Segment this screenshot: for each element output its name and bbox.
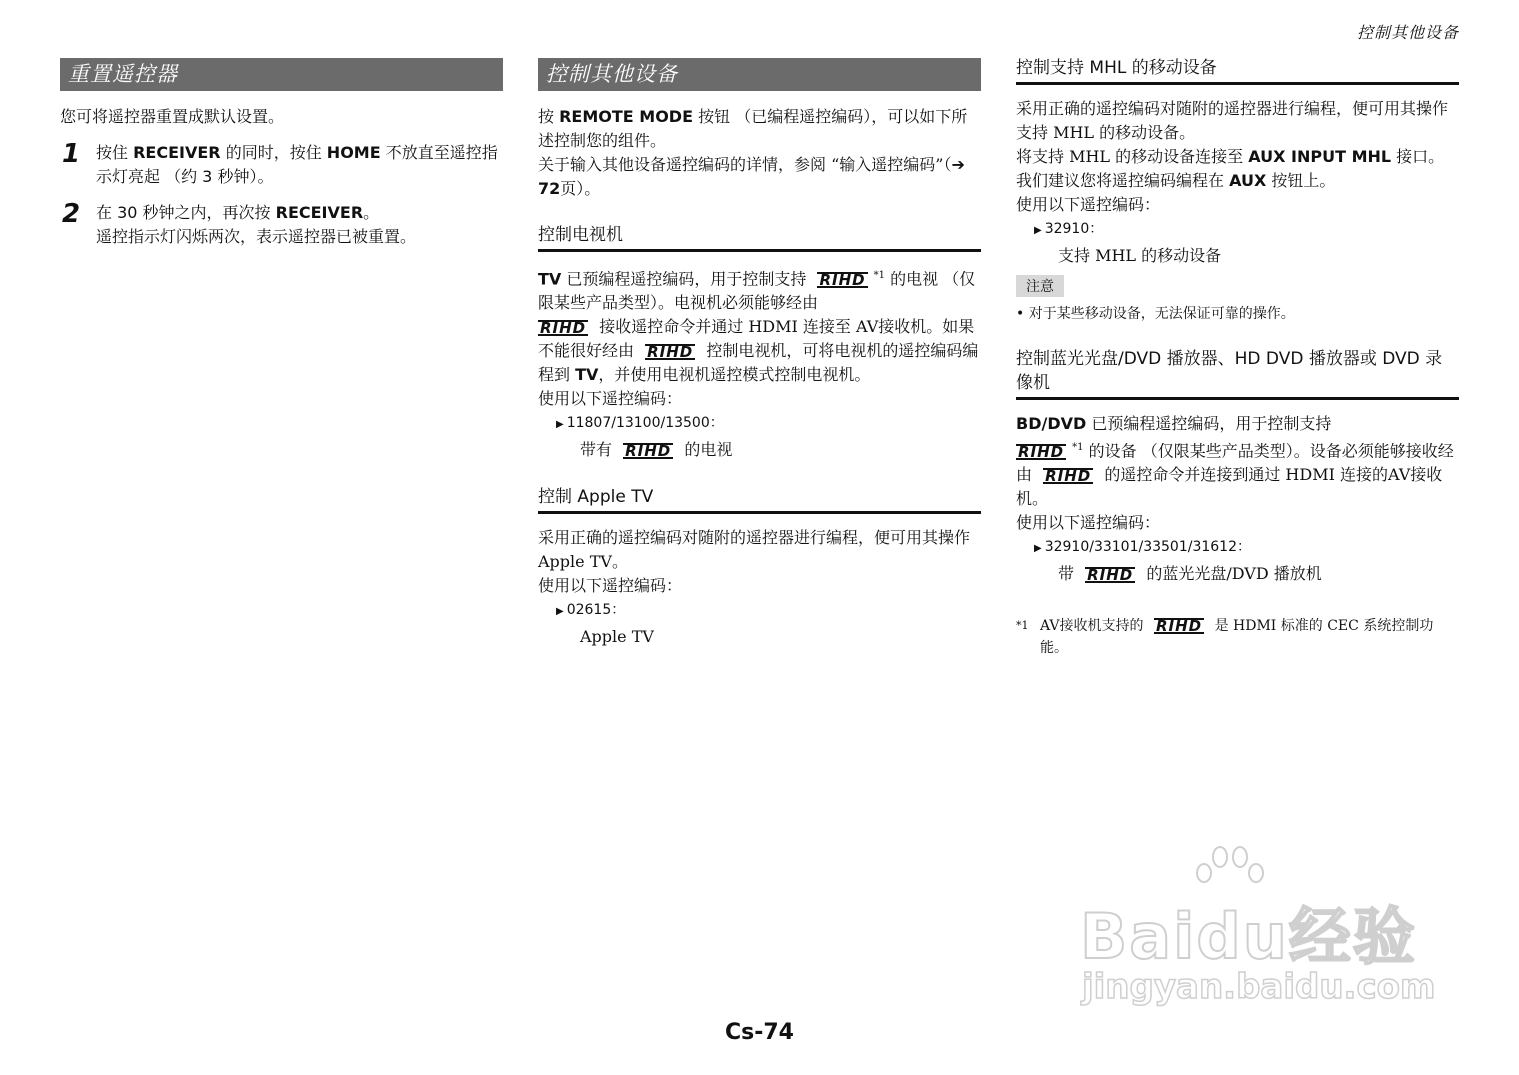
bd-code-desc: 带 RIHD 的蓝光光盘/DVD 播放机: [1058, 564, 1322, 584]
page-number: Cs-74: [725, 1020, 794, 1045]
rihd-logo: RIHD: [819, 270, 866, 289]
rihd-logo: RIHD: [540, 318, 587, 337]
footnote-mark: *1: [1016, 619, 1029, 633]
reset-intro: 您可将遥控器重置成默认设置。: [60, 107, 285, 126]
rihd-logo: RIHD: [647, 342, 694, 361]
section-title-control: 控制其他设备: [538, 58, 981, 91]
apple-use-codes: 使用以下遥控编码：: [538, 576, 683, 596]
heading-tv: 控制电视机: [538, 223, 981, 252]
footnote: *1 AV接收机支持的 RIHD 是 HDMI 标准的 CEC 系统控制功能。: [1016, 617, 1434, 657]
step-1-text: 按住 RECEIVER 的同时，按住 HOME 不放直至遥控指示灯亮起 （约 3 秒钟）。: [96, 143, 498, 186]
column-reset-remote: [60, 58, 503, 249]
rihd-logo: RIHD: [1155, 617, 1203, 636]
mhl-text-1: 采用正确的遥控编码对随附的遥控器进行编程，便可用其操作支持 MHL 的移动设备。: [1016, 99, 1449, 142]
mhl-text-2: 将支持 MHL 的移动设备连接至 AUX INPUT MHL 接口。我们建议您将遥控编码编程在 AUX 按钮上。: [1016, 147, 1445, 190]
bd-use-codes: 使用以下遥控编码：: [1016, 513, 1161, 533]
rihd-logo: RIHD: [1018, 442, 1065, 461]
triangle-icon: ▶: [1034, 225, 1042, 236]
heading-mhl: 控制支持 MHL 的移动设备: [1016, 56, 1459, 85]
note-label: 注意: [1016, 275, 1064, 297]
tv-use-codes: 使用以下遥控编码：: [538, 389, 683, 409]
section-title-reset: 重置遥控器: [60, 58, 503, 91]
rihd-logo: RIHD: [625, 441, 672, 460]
heading-bd-dvd: 控制蓝光光盘/DVD 播放器、HD DVD 播放器或 DVD 录像机: [1016, 347, 1459, 400]
heading-apple-tv: 控制 Apple TV: [538, 485, 981, 514]
tv-code-desc: 带有 RIHD 的电视: [580, 440, 733, 460]
apple-text: 采用正确的遥控编码对随附的遥控器进行编程，便可用其操作 Apple TV。: [538, 528, 971, 572]
triangle-icon: ▶: [1034, 543, 1042, 555]
baidu-watermark: [1070, 845, 1440, 1015]
tv-code: ▶ 11807/13100/13500：: [556, 415, 724, 432]
step-2: [60, 201, 503, 249]
rihd-logo: RIHD: [1087, 565, 1134, 584]
bd-text: BD/DVD 已预编程遥控编码，用于控制支持 RIHD $^{*1}$ 的设备 （仅限某些产品类型）。设备必须能够接收经由 RIHD 的遥控命令并连接到通过 HDMI 连接的AV接收机。: [1016, 414, 1454, 509]
column-mhl-bd: [1016, 56, 1459, 659]
apple-code: ▶ 02615：: [556, 602, 626, 619]
mhl-code-desc: 支持 MHL 的移动设备: [1058, 246, 1222, 265]
running-header: 控制其他设备: [1356, 23, 1459, 42]
rihd-logo: RIHD: [1045, 466, 1092, 485]
mhl-code: ▶ 32910：: [1034, 221, 1104, 237]
mhl-use-codes: 使用以下遥控编码：: [1016, 195, 1161, 214]
remote-mode-text: 按 REMOTE MODE 按钮 （已编程遥控编码），可以如下所述控制您的组件。: [538, 107, 968, 150]
reference-text: 关于输入其他设备遥控编码的详情，参阅 “输入遥控编码”（➔ 72页）。: [538, 155, 965, 198]
tv-text: TV 已预编程遥控编码，用于控制支持 RIHD $^{*1}$ 的电视 （仅限某些产品类型）。电视机必须能够经由 RIHD 接收遥控命令并通过 HDMI 连接至 AV接收机。如果不能很好经由 RIHD 控制电视机，可将电视机的遥控编码编程到 TV，并使用电视机遥控模式控制电视机。: [538, 269, 979, 385]
step-1: [60, 141, 503, 189]
column-control-other: [538, 58, 981, 650]
step-number: 2: [62, 199, 81, 229]
step-2-detail: 遥控指示灯闪烁两次，表示遥控器已被重置。: [96, 227, 417, 246]
bd-code: ▶ 32910/33101/33501/31612：: [1034, 539, 1251, 556]
watermark-brand: Baidu经验: [1080, 900, 1417, 973]
triangle-icon: ▶: [556, 419, 564, 431]
triangle-icon: ▶: [556, 606, 564, 618]
note-bullet: • 对于某些移动设备，无法保证可靠的操作。: [1016, 306, 1295, 322]
step-number: 1: [62, 139, 81, 169]
step-2-text: 在 30 秒钟之内，再次按 RECEIVER。: [96, 203, 380, 222]
watermark-url: jingyan.baidu.com: [1082, 967, 1436, 1007]
apple-code-desc: Apple TV: [580, 627, 654, 647]
